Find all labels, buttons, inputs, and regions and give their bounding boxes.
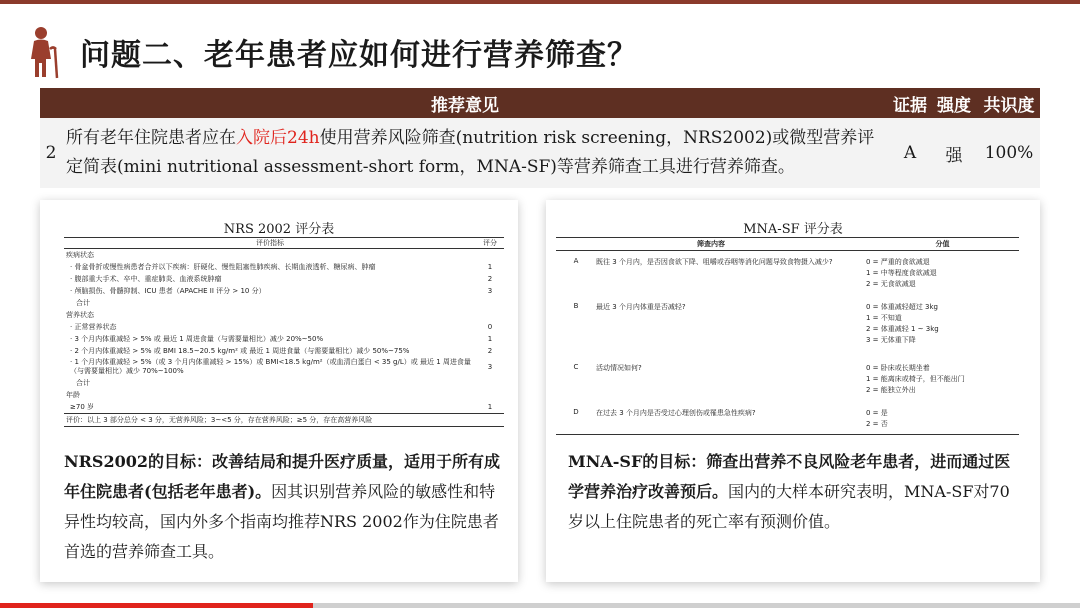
nrs-score: 1	[487, 263, 493, 271]
nrs-score: 1	[487, 335, 493, 343]
mna-score-table	[556, 237, 1019, 435]
mna-option: 0 = 是	[866, 408, 888, 417]
recommendation-highlight: 入院后24h	[236, 128, 320, 148]
nrs-table-title: NRS 2002 评分表	[223, 222, 335, 237]
nrs-item: ≥70 岁	[70, 403, 94, 411]
nrs-footer: 评价：以上 3 部分总分 < 3 分，无营养风险；3~<5 分，存在营养风险；≥5 分，存在高营养风险	[64, 414, 504, 427]
row-number: 2	[40, 118, 62, 188]
mna-question: 最近 3 个月内体重是否减轻?	[596, 302, 686, 311]
header-consensus: 共识度	[978, 88, 1040, 118]
mna-option: 1 = 能离床或椅子，但不能出门	[866, 374, 965, 383]
nrs-score: 3	[487, 362, 493, 371]
mna-option: 0 = 体重减轻超过 3kg	[866, 302, 938, 311]
header-recommendation: 推荐意见	[40, 88, 890, 118]
nrs-item: · 3 个月内体重减轻 > 5% 或 最近 1 周进食量（与需要量相比）减少 20%~50%	[70, 335, 324, 343]
mna-option: 1 = 不知道	[866, 313, 902, 322]
mna-option: 0 = 严重的食欲减退	[866, 258, 930, 266]
nrs-description-normal: 因其识别营养风险的敏感性和特异性均较高，国内外多个指南均推荐NRS 2002作为住院患者首选的营养筛查工具。	[64, 482, 499, 561]
mna-description-bold: MNA-SF的目标：筛查出营养不良风险老年患者，进而通过医学营养治疗改善预后。	[568, 452, 1011, 501]
recommendation-table	[40, 88, 1040, 188]
mna-question: 活动情况如何?	[596, 363, 642, 372]
nrs-subtotal: 合计	[76, 379, 90, 387]
nrs-item: · 颅脑损伤、骨髓抑制、ICU 患者（APACHE II 评分 > 10 分）	[70, 287, 266, 295]
title-bar	[24, 22, 638, 82]
page-title: 问题二、老年患者应如何进行营养筛查？	[80, 38, 638, 73]
mna-table-title: MNA-SF 评分表	[743, 222, 843, 237]
mna-option: 3 = 无体重下降	[866, 335, 916, 344]
mna-key: C	[573, 362, 579, 371]
nrs-score: 2	[487, 347, 493, 355]
header-strength: 强度	[930, 88, 978, 118]
nrs-card	[40, 200, 518, 582]
nrs-section-age: 年龄	[66, 391, 80, 399]
nrs-item: · 骨盆骨折或慢性病患者合并以下疾病：肝硬化、慢性阻塞性肺疾病、长期血液透析、糖尿病、肿瘤	[70, 263, 376, 271]
consensus-value: 100%	[978, 118, 1040, 188]
mna-col-content: 筛查内容	[556, 238, 866, 251]
mna-key: A	[573, 257, 579, 265]
recommendation-text	[62, 118, 890, 188]
mna-description	[568, 447, 1020, 537]
evidence-level: A	[890, 118, 930, 188]
nrs-score: 3	[487, 287, 493, 295]
nrs-item: · 2 个月内体重减轻 > 5% 或 BMI 18.5~20.5 kg/m² 或 最近 1 周进食量（与需要量相比）减少 50%~75%	[70, 347, 410, 355]
mna-option: 2 = 否	[866, 419, 888, 428]
recommendation-row	[40, 118, 1040, 188]
strength-level: 强	[930, 118, 978, 188]
mna-key: B	[573, 301, 579, 310]
recommendation-text-before: 所有老年住院患者应在	[66, 128, 236, 148]
nrs-score: 1	[487, 403, 493, 411]
nrs-score-table	[64, 237, 504, 427]
mna-card	[546, 200, 1040, 582]
mna-col-score: 分值	[866, 238, 1019, 251]
mna-option: 2 = 无食欲减退	[866, 280, 916, 288]
nrs-section-nutrition: 营养状态	[66, 311, 94, 319]
header-evidence: 证据	[890, 88, 930, 118]
nrs-subtotal: 合计	[76, 299, 90, 307]
progress-bar-fill	[0, 603, 313, 608]
mna-question: 既往 3 个月内，是否因食欲下降、咀嚼或吞咽等消化问题导致食物摄入减少?	[596, 258, 833, 266]
mna-description-normal: 国内的大样本研究表明，MNA-SF对70岁以上住院患者的死亡率有预测价值。	[568, 482, 1010, 531]
mna-question: 在过去 3 个月内是否受过心理创伤或罹患急性疾病?	[596, 402, 866, 435]
nrs-item: · 腹部重大手术、卒中、重症肺炎、血液系统肿瘤	[70, 275, 222, 283]
nrs-item: · 1 个月内体重减轻 > 5%（或 3 个月内体重减轻 > 15%）或 BMI<18.5 kg/m²（或血清白蛋白 < 35 g/L）或 最近 1 周进食量（与需要量相比）减少 70%~100%	[70, 358, 471, 375]
nrs-score: 2	[487, 275, 493, 283]
nrs-description	[64, 447, 504, 567]
progress-bar	[0, 603, 1080, 608]
nrs-description-bold: NRS2002的目标：改善结局和提升医疗质量，适用于所有成年住院患者(包括老年患者)。	[64, 452, 501, 501]
mna-option: 2 = 体重减轻 1 ~ 3kg	[866, 324, 939, 333]
recommendation-text-after: 使用营养风险筛查(nutrition risk screening，NRS2002)或微型营养评定简表(mini nutritional assessment-short form，MNA-SF)等营养筛查工具进行营养筛查。	[66, 128, 875, 177]
mna-option: 1 = 中等程度食欲减退	[866, 269, 937, 277]
nrs-col-item: 评价指标	[64, 238, 476, 249]
mna-option: 2 = 能独立外出	[866, 385, 916, 394]
nrs-section-disease: 疾病状态	[66, 251, 94, 259]
nrs-col-score: 评分	[476, 238, 504, 249]
mna-key: D	[556, 402, 596, 435]
nrs-score: 0	[487, 323, 493, 331]
nrs-item: · 正常营养状态	[70, 323, 117, 331]
mna-option: 0 = 卧床或长期坐着	[866, 363, 930, 372]
top-accent-line	[0, 0, 1080, 4]
elderly-person-icon	[24, 25, 64, 79]
